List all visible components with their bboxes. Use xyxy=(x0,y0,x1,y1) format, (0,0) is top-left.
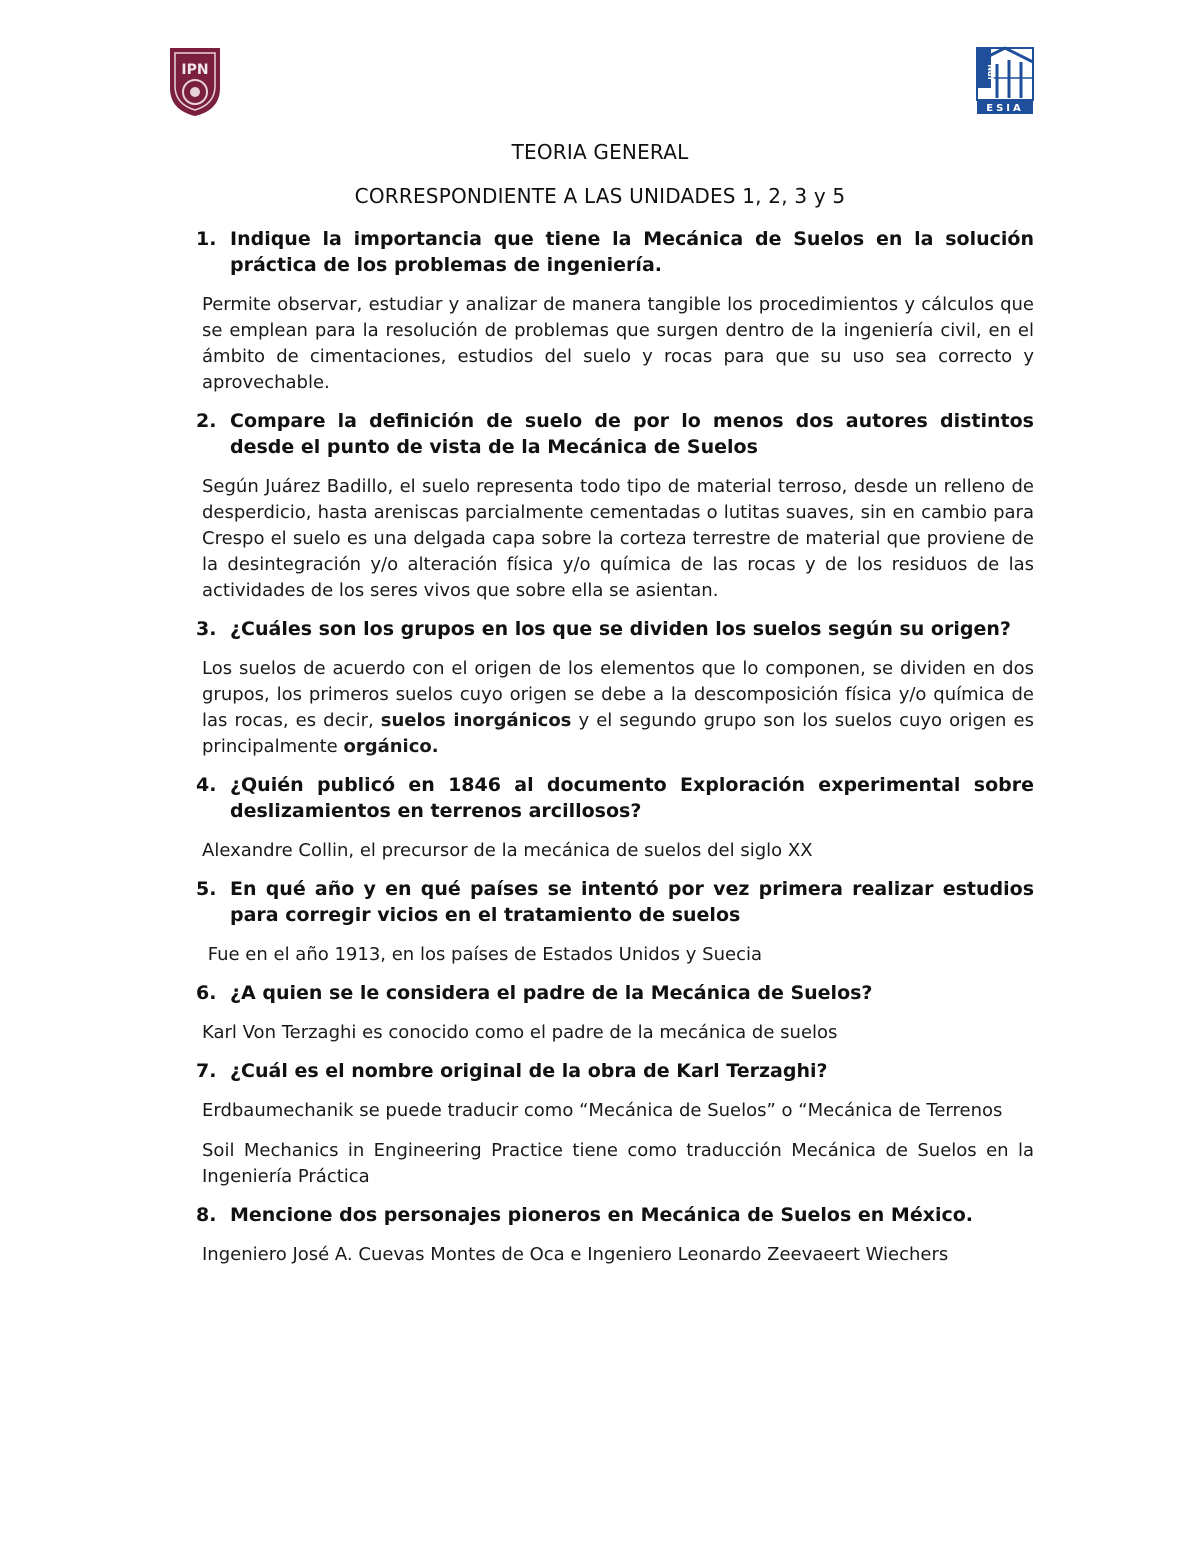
answer-text: Los suelos de acuerdo con el origen de los elementos que lo componen, se dividen en dos grupos, los primeros suelos cuyo origen se debe a la descomposición física y/o química de las rocas, es decir, xyxy=(202,658,1034,731)
question-6 xyxy=(196,980,1034,1006)
question-3 xyxy=(196,616,1034,642)
question-text: ¿Cuáles son los grupos en los que se dividen los suelos según su origen? xyxy=(230,618,1011,640)
ipn-logo-icon xyxy=(166,44,224,118)
svg-text:IPN: IPN xyxy=(987,64,996,80)
question-number: 5. xyxy=(196,878,217,900)
answer-7: Erdbaumechanik se puede traducir como “Mecánica de Suelos” o “Mecánica de Terrenos xyxy=(202,1100,1003,1121)
answer-8: Ingeniero José A. Cuevas Montes de Oca e Ingeniero Leonardo Zeevaeert Wiechers xyxy=(202,1244,949,1265)
answer-6: Karl Von Terzaghi es conocido como el padre de la mecánica de suelos xyxy=(202,1022,838,1043)
question-text: ¿A quien se le considera el padre de la Mecánica de Suelos? xyxy=(230,982,873,1004)
answer-7-continued: Soil Mechanics in Engineering Practice tiene como traducción Mecánica de Suelos en la Ingeniería Práctica xyxy=(202,1140,1034,1187)
svg-text:ESIA: ESIA xyxy=(986,103,1024,114)
question-7 xyxy=(196,1058,1034,1084)
page-subtitle: CORRESPONDIENTE A LAS UNIDADES 1, 2, 3 y 5 xyxy=(354,184,846,208)
question-text: Indique la importancia que tiene la Mecánica de Suelos en la solución práctica de los problemas de ingeniería. xyxy=(230,228,1034,276)
question-5 xyxy=(196,876,1034,928)
answer-emphasis: suelos inorgánicos xyxy=(380,710,572,731)
question-number: 6. xyxy=(196,982,217,1004)
answer-1: Permite observar, estudiar y analizar de manera tangible los procedimientos y cálculos que se emplean para la resolución de problemas que surgen dentro de la ingeniería civil, en el ámbito de cimentaciones, estudios del suelo y rocas para que su uso sea correcto y aprovechable. xyxy=(202,294,1034,393)
answer-emphasis: orgánico. xyxy=(343,736,439,757)
answer-text: y el segundo grupo son los suelos cuyo origen es principalmente xyxy=(202,710,1035,757)
question-4 xyxy=(196,772,1034,824)
question-number: 7. xyxy=(196,1060,217,1082)
answer-4: Alexandre Collin, el precursor de la mecánica de suelos del siglo XX xyxy=(202,840,813,861)
page-title: TEORIA GENERAL xyxy=(511,140,689,164)
question-text: ¿Quién publicó en 1846 al documento Exploración experimental sobre deslizamientos en terrenos arcillosos? xyxy=(230,774,1034,822)
esia-logo-icon xyxy=(975,42,1035,116)
question-number: 8. xyxy=(196,1204,217,1226)
question-number: 4. xyxy=(196,774,217,796)
question-text: ¿Cuál es el nombre original de la obra de Karl Terzaghi? xyxy=(230,1060,828,1082)
svg-text:IPN: IPN xyxy=(181,62,209,78)
question-1 xyxy=(196,226,1034,278)
question-number: 3. xyxy=(196,618,217,640)
question-8 xyxy=(196,1202,1034,1228)
question-text: Mencione dos personajes pioneros en Mecánica de Suelos en México. xyxy=(230,1204,974,1226)
answer-5: Fue en el año 1913, en los países de Estados Unidos y Suecia xyxy=(202,944,762,965)
question-number: 2. xyxy=(196,410,217,432)
question-number: 1. xyxy=(196,228,217,250)
question-text: Compare la definición de suelo de por lo menos dos autores distintos desde el punto de vista de la Mecánica de Suelos xyxy=(230,410,1034,458)
answer-2: Según Juárez Badillo, el suelo representa todo tipo de material terroso, desde un relleno de desperdicio, hasta areniscas parcialmente cementadas o lutitas suaves, sin en cambio para Crespo el suelo es una delgada capa sobre la corteza terrestre de material que proviene de la desintegración y/o alteración física y/o química de las rocas y de los residuos de las actividades de los seres vivos que sobre ella se asientan. xyxy=(202,476,1034,601)
question-list xyxy=(196,226,1034,1268)
question-text: En qué año y en qué países se intentó por vez primera realizar estudios para corregir vicios en el tratamiento de suelos xyxy=(230,878,1034,926)
question-2 xyxy=(196,408,1034,460)
answer-3 xyxy=(202,656,1034,760)
